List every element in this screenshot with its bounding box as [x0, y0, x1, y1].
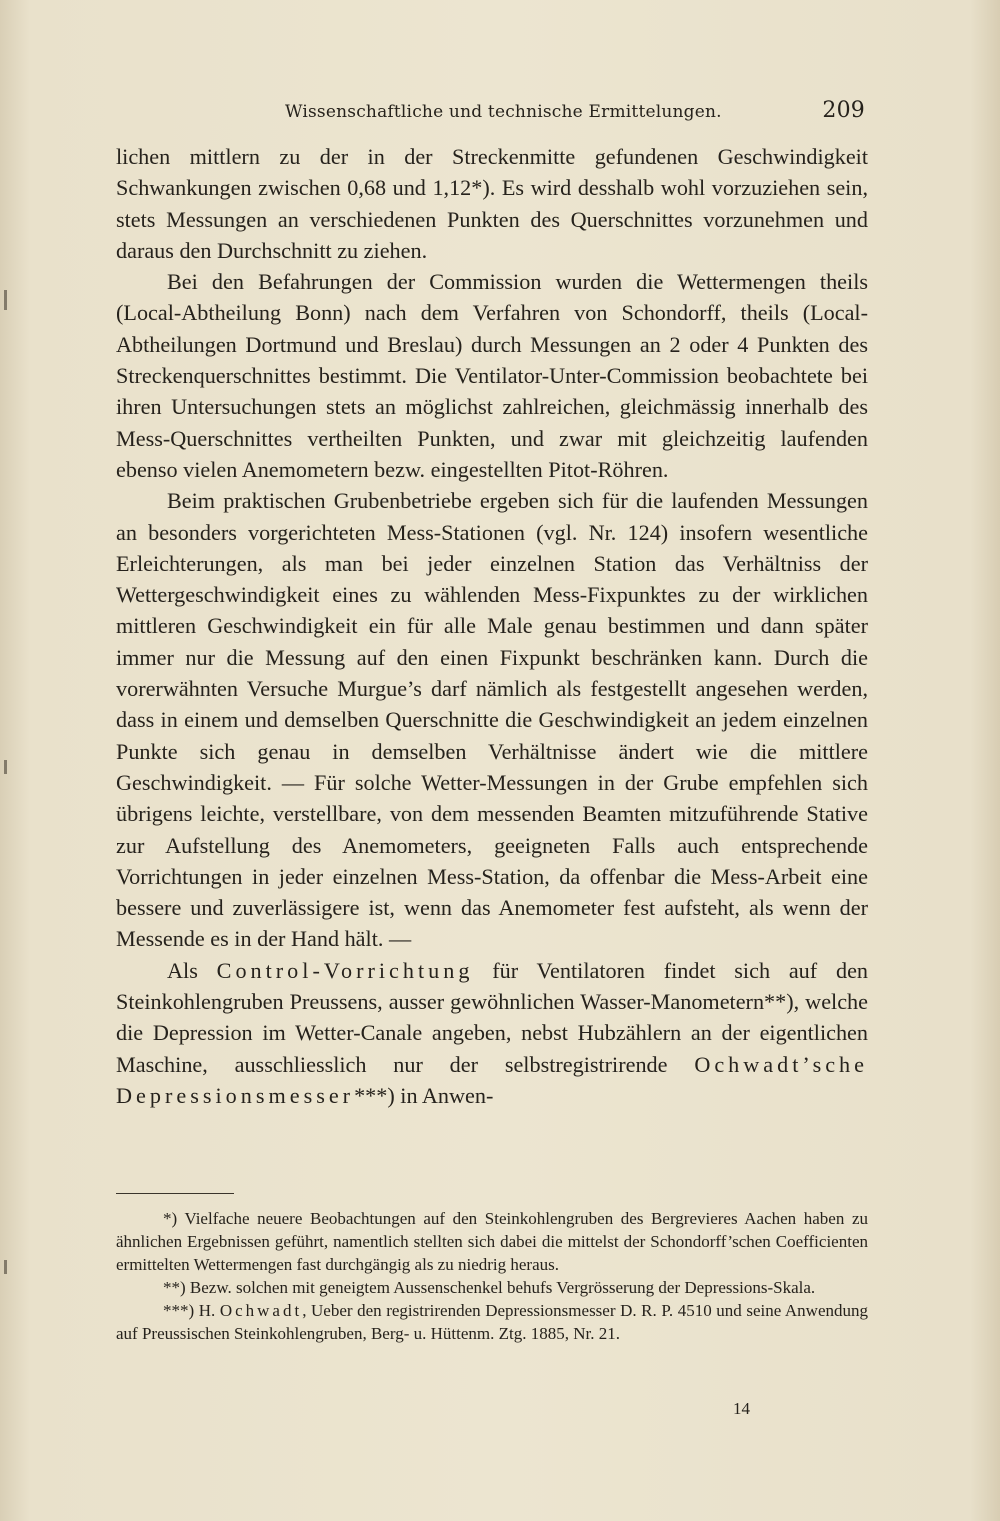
running-title: Wissenschaftliche und technische Ermittelungen. — [285, 102, 722, 122]
paragraph — [116, 955, 868, 1111]
running-header — [285, 98, 875, 130]
main-text — [116, 141, 868, 1111]
footnote — [116, 1299, 868, 1345]
binding-mark — [4, 760, 7, 774]
paragraph: Bei den Befahrungen der Commission wurden die Wettermengen theils (Local-Abtheilung Bonn) nach dem Verfahren von Schondorff, theils (Local-Abtheilungen Dortmund und Breslau) durch Messungen an 2 oder 4 Punkten des Streckenquerschnittes bestimmt. Die Ventilator-Unter-Commission beobachtete bei ihren Untersuchungen stets an möglichst zahlreichen, gleichmässig innerhalb des Mess-Querschnittes vertheilten Punkten, und zwar mit gleichzeitig laufenden ebenso vielen Anemometern bezw. eingestellten Pitot-Röhren. — [116, 269, 868, 482]
text-run: , Ueber den registrirenden Depressionsmesser D. R. P. 4510 und seine Anwendung auf Preussischen Steinkohlengruben, Berg- u. Hüttenm. Ztg. 1885, Nr. 21. — [116, 1301, 868, 1343]
emphasized-term: Ochwadt — [219, 1301, 303, 1320]
text-run: ***) H. — [163, 1301, 220, 1320]
paragraph: lichen mittlern zu der in der Streckenmitte gefundenen Geschwindigkeit Schwankungen zwischen 0,68 und 1,12*). Es wird desshalb wohl vorzuziehen sein, stets Messungen an verschiedenen Punkten des Querschnittes vorzunehmen und daraus den Durchschnitt zu ziehen. — [116, 144, 868, 263]
text-run: für Ventilatoren findet sich auf den Steinkohlengruben Preussens, ausser gewöhnlichen Wasser-Manometern**), welche die Depression im Wetter-Canale angeben, nebst Hubzählern an der eigentlichen Maschine, ausschliesslich nur der selbstregistrirende — [116, 957, 869, 1077]
footnote: **) Bezw. solchen mit geneigtem Aussenschenkel behufs Vergrösserung der Depressions-Skala. — [163, 1278, 816, 1297]
text-run: Als — [167, 957, 217, 983]
page-number: 209 — [822, 98, 865, 123]
signature-mark: 14 — [733, 1399, 750, 1418]
footnote: *) Vielfache neuere Beobachtungen auf den Steinkohlengruben des Bergrevieres Aachen haben zu ähnlichen Ergebnissen geführt, namentlich stellten sich dabei die mittelst der Schondorff’schen Coefficienten ermittelten Wettermengen fast durchgängig als zu niedrig heraus. — [116, 1209, 868, 1274]
footnote-divider — [116, 1193, 234, 1194]
footnotes — [116, 1207, 868, 1345]
binding-mark — [4, 1260, 7, 1274]
binding-mark — [4, 290, 7, 310]
paragraph: Beim praktischen Grubenbetriebe ergeben sich für die laufenden Messungen an besonders vorgerichteten Mess-Stationen (vgl. Nr. 124) insofern wesentliche Erleichterungen, als man bei jeder einzelnen Station das Verhältniss der Wettergeschwindigkeit eines zu wählenden Mess-Fixpunktes zu der wirklichen mittleren Geschwindigkeit ein für alle Male genau bestimmen und dann später immer nur die Messung auf den einen Fixpunkt beschränken kann. Durch die vorerwähnten Versuche Murgue’s darf nämlich als festgestellt angesehen werden, dass in einem und demselben Querschnitte die Geschwindigkeit an jedem einzelnen Punkte sich genau in demselben Verhältnisse ändert wie die mittlere Geschwindigkeit. — Für solche Wetter-Messungen in der Grube empfehlen sich übrigens leichte, verstellbare, von dem messenden Beamten mitzuführende Stative zur Aufstellung des Anemometers, geeigneten Falls auch entsprechende Vorrichtungen in jeder einzelnen Mess-Station, da offenbar die Mess-Arbeit eine bessere und zuverlässigere ist, wenn das Anemometer fest aufsteht, als wenn der Messende es in der Hand hält. — — [116, 488, 868, 952]
emphasized-term: Control-Vorrichtung — [216, 957, 474, 983]
emphasized-term: Ochwadt’sche Depressionsmesser — [116, 1051, 868, 1108]
text-run: ***) in Anwen- — [354, 1082, 494, 1108]
